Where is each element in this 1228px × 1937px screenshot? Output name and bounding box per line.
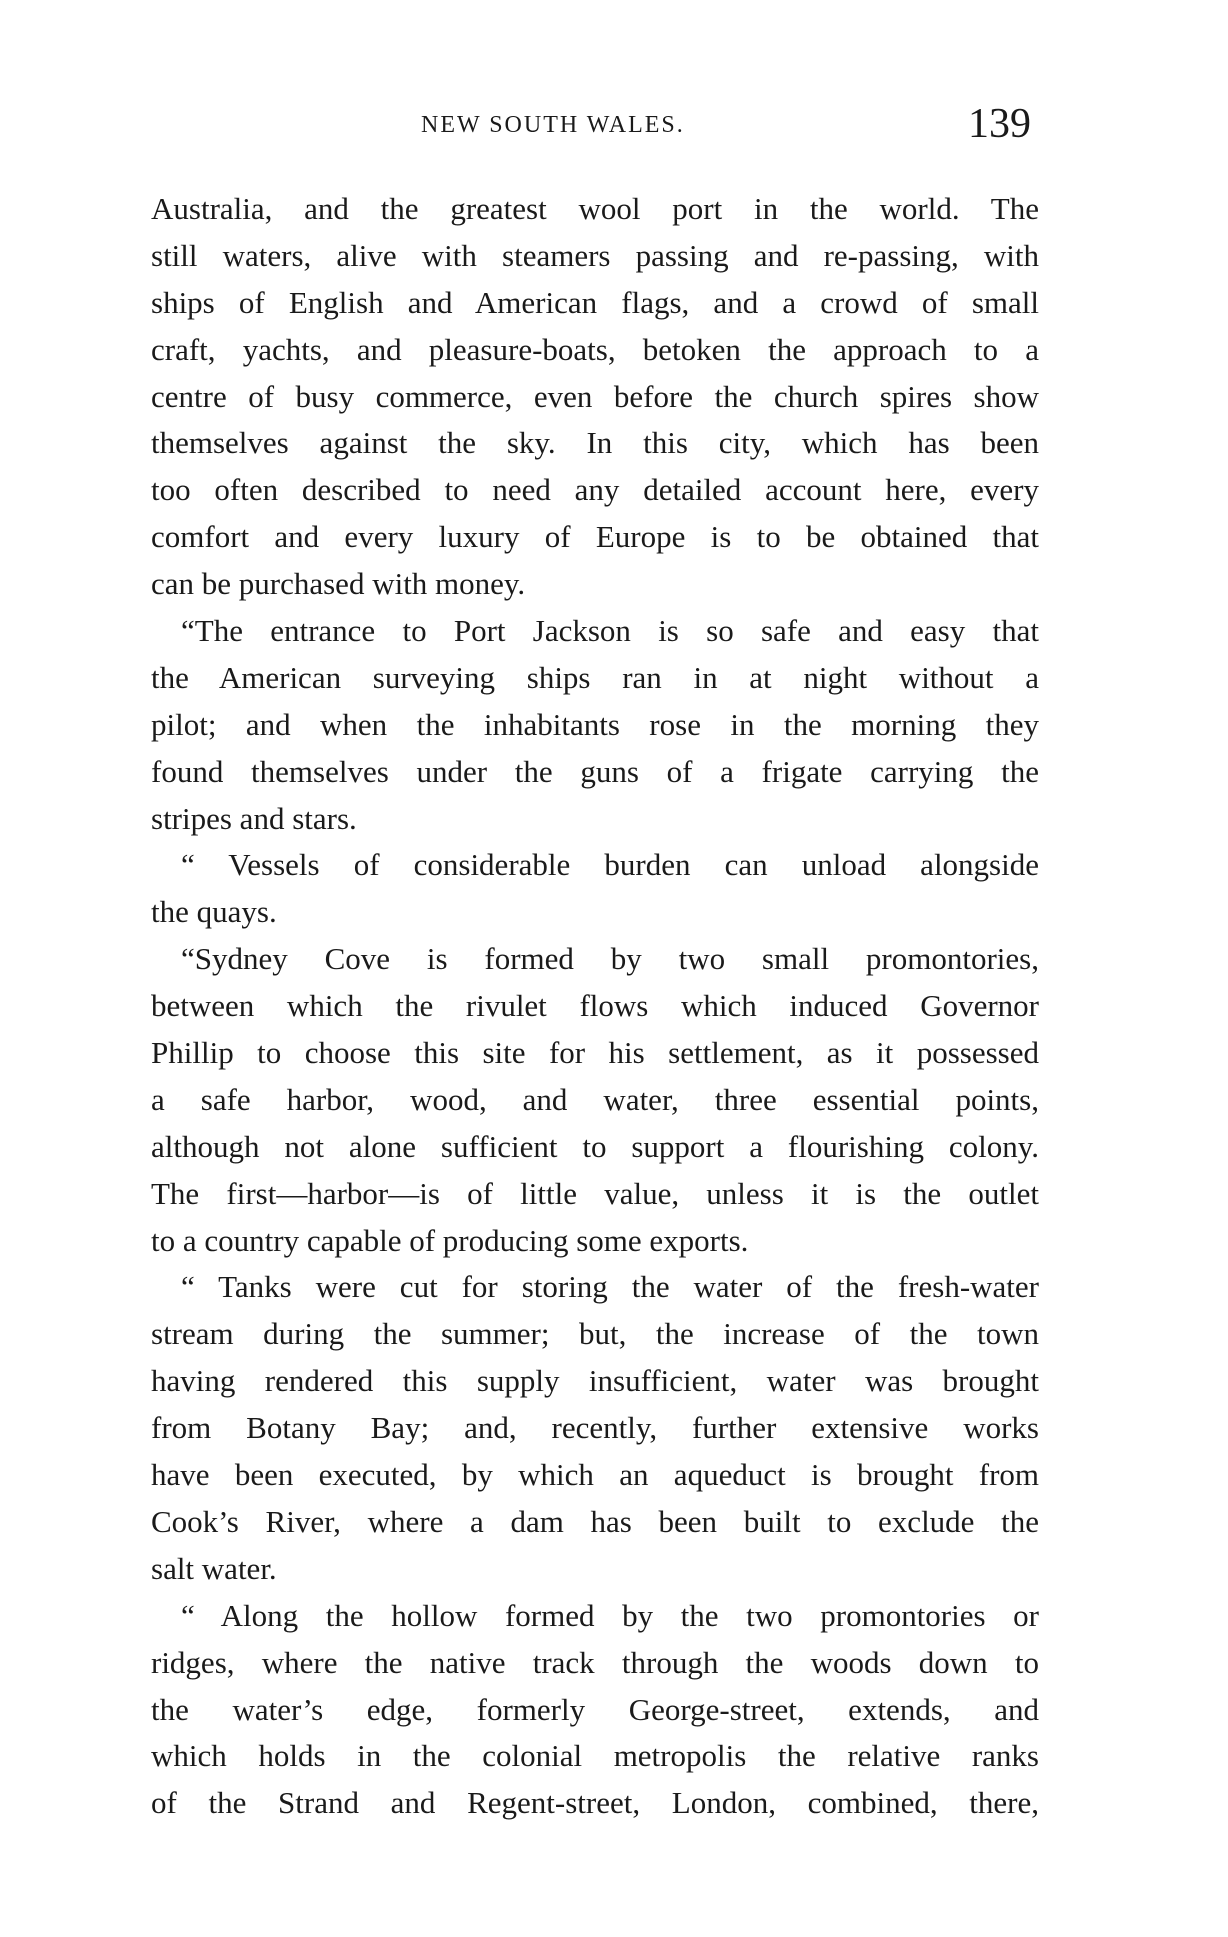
- paragraph: [151, 936, 1039, 1264]
- text-line: the quays.: [151, 894, 277, 930]
- text-line: ships of English and American flags, and a crowd of small: [151, 284, 1039, 320]
- text-line: a safe harbor, wood, and water, three essential points,: [151, 1081, 1039, 1117]
- text-line: from Botany Bay; and, recently, further extensive works: [151, 1410, 1039, 1446]
- text-line: craft, yachts, and pleasure-boats, betoken the approach to a: [151, 331, 1039, 367]
- text-line: the American surveying ships ran in at night without a: [151, 659, 1039, 695]
- text-line: pilot; and when the inhabitants rose in the morning they: [151, 706, 1039, 742]
- text-line: stripes and stars.: [151, 800, 357, 836]
- text-line: having rendered this supply insufficient, water was brought: [151, 1363, 1039, 1399]
- text-line: ridges, where the native track through the woods down to: [151, 1644, 1039, 1680]
- text-line: can be purchased with money.: [151, 566, 526, 602]
- paragraph: [151, 842, 1039, 936]
- text-line: centre of busy commerce, even before the church spires show: [151, 378, 1039, 414]
- text-line: found themselves under the guns of a frigate carrying the: [151, 753, 1039, 789]
- text-line: Cook’s River, where a dam has been built to exclude the: [151, 1503, 1039, 1539]
- text-line: of the Strand and Regent-street, London, combined, there,: [151, 1785, 1039, 1821]
- text-line: salt water.: [151, 1550, 277, 1586]
- text-line: which holds in the colonial metropolis the relative ranks: [151, 1738, 1039, 1774]
- running-header: NEW SOUTH WALES.: [421, 112, 685, 138]
- text-line: “Sydney Cove is formed by two small promontories,: [181, 941, 1039, 977]
- text-line: to a country capable of producing some exports.: [151, 1222, 749, 1258]
- paragraph: [151, 1264, 1039, 1592]
- paragraph: [151, 1593, 1039, 1827]
- text-line: Australia, and the greatest wool port in the world. The: [151, 191, 1039, 226]
- text-line: stream during the summer; but, the increase of the town: [151, 1316, 1039, 1352]
- text-line: have been executed, by which an aqueduct is brought from: [151, 1457, 1039, 1493]
- text-line: the water’s edge, formerly George-street, extends, and: [151, 1691, 1039, 1727]
- paragraph: [151, 186, 1039, 608]
- text-line: comfort and every luxury of Europe is to be obtained that: [151, 519, 1039, 555]
- text-line: too often described to need any detailed account here, every: [151, 472, 1039, 508]
- page-number: 139: [968, 101, 1031, 147]
- text-line: The first—harbor—is of little value, unless it is the outlet: [151, 1175, 1039, 1211]
- text-line: “ Vessels of considerable burden can unload alongside: [181, 847, 1039, 883]
- body-text: [151, 186, 1039, 1827]
- text-line: between which the rivulet flows which induced Governor: [151, 988, 1039, 1024]
- paragraph: [151, 608, 1039, 842]
- text-line: still waters, alive with steamers passing and re-passing, with: [151, 237, 1039, 273]
- text-line: “The entrance to Port Jackson is so safe and easy that: [181, 613, 1039, 649]
- text-line: themselves against the sky. In this city, which has been: [151, 425, 1039, 461]
- text-line: Phillip to choose this site for his settlement, as it possessed: [151, 1035, 1039, 1071]
- text-line: “ Tanks were cut for storing the water of the fresh-water: [181, 1269, 1039, 1305]
- text-line: although not alone sufficient to support a flourishing colony.: [151, 1128, 1039, 1164]
- text-line: “ Along the hollow formed by the two promontories or: [181, 1597, 1039, 1633]
